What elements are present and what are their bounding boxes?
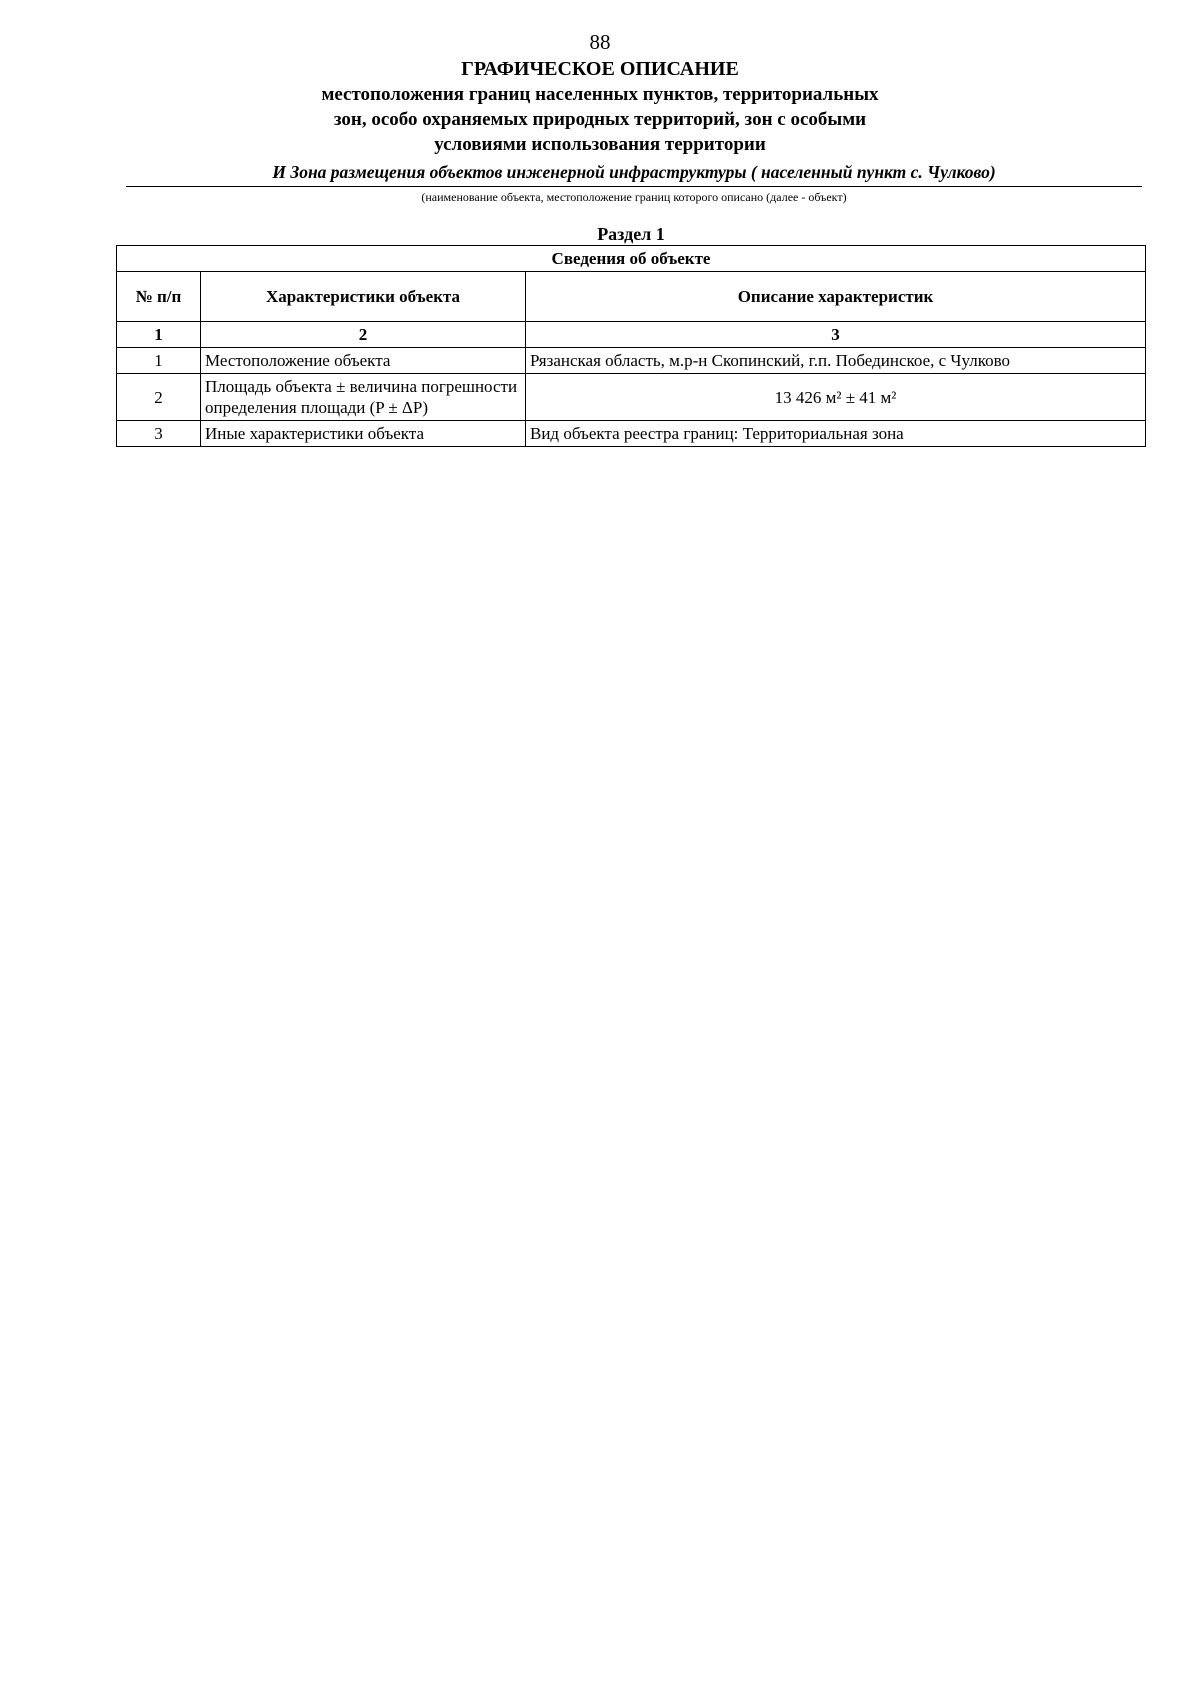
table-row bbox=[117, 421, 1146, 447]
row-number: 2 bbox=[117, 374, 201, 421]
column-number-row bbox=[117, 322, 1146, 348]
column-number: 1 bbox=[117, 322, 201, 348]
column-number: 2 bbox=[201, 322, 526, 348]
object-name: И Зона размещения объектов инженерной инфраструктуры ( населенный пункт с. Чулково) bbox=[126, 161, 1142, 187]
row-number: 3 bbox=[117, 421, 201, 447]
table-header-row bbox=[117, 272, 1146, 322]
row-number: 1 bbox=[117, 348, 201, 374]
table-title-row bbox=[117, 246, 1146, 272]
document-title: ГРАФИЧЕСКОЕ ОПИСАНИЕ bbox=[461, 58, 739, 80]
row-characteristic: Площадь объекта ± величина погрешности определения площади (P ± ΔP) bbox=[201, 374, 526, 421]
page-number: 88 bbox=[589, 30, 611, 54]
table-row bbox=[117, 374, 1146, 421]
table-row bbox=[117, 348, 1146, 374]
object-name-caption: (наименование объекта, местоположение границ которого описано (далее - объект) bbox=[421, 190, 847, 204]
column-header-number: № п/п bbox=[117, 272, 201, 322]
row-description: 13 426 м² ± 41 м² bbox=[526, 374, 1146, 421]
document-subtitle-line: зон, особо охраняемых природных территорий, зон с особыми bbox=[333, 109, 867, 130]
table-title: Сведения об объекте bbox=[117, 246, 1146, 272]
section-title: Раздел 1 bbox=[597, 224, 665, 244]
row-description: Вид объекта реестра границ: Территориальная зона bbox=[526, 421, 1146, 447]
row-characteristic: Иные характеристики объекта bbox=[201, 421, 526, 447]
column-header-characteristic: Характеристики объекта bbox=[201, 272, 526, 322]
row-description: Рязанская область, м.р-н Скопинский, г.п. Побединское, с Чулково bbox=[526, 348, 1146, 374]
row-characteristic: Местоположение объекта bbox=[201, 348, 526, 374]
column-header-description: Описание характеристик bbox=[526, 272, 1146, 322]
document-subtitle-line: местоположения границ населенных пунктов, территориальных bbox=[321, 84, 879, 105]
object-info-table bbox=[116, 245, 1146, 447]
document-header bbox=[0, 57, 1200, 157]
document-subtitle-line: условиями использования территории bbox=[434, 134, 766, 155]
column-number: 3 bbox=[526, 322, 1146, 348]
